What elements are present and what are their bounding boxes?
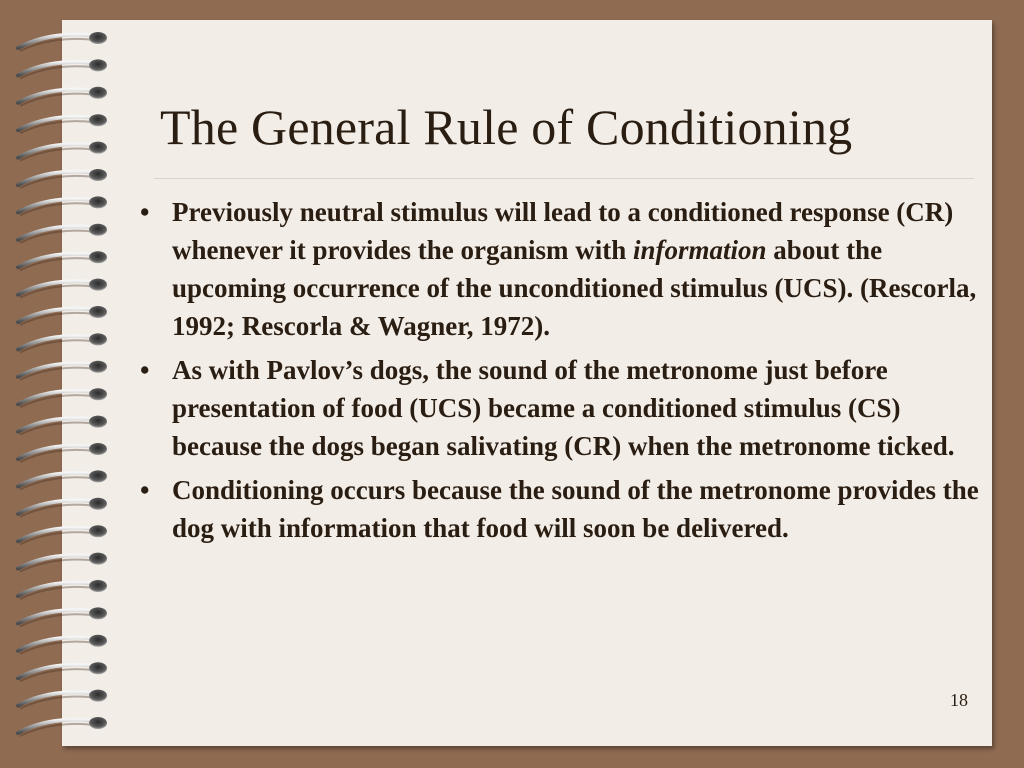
- binding-ring: [18, 498, 107, 517]
- binding-ring: [18, 553, 107, 572]
- binding-ring: [18, 443, 107, 462]
- binding-ring: [18, 388, 107, 407]
- binding-ring: [18, 196, 107, 215]
- binding-ring: [18, 635, 107, 654]
- binding-ring: [18, 607, 107, 626]
- slide-title: The General Rule of Conditioning: [160, 99, 853, 155]
- binding-ring: [18, 87, 107, 106]
- slide-page: [62, 20, 992, 746]
- page-number: 18: [950, 690, 968, 710]
- binding-ring: [18, 525, 107, 544]
- binding-ring: [18, 690, 107, 709]
- binding-ring: [18, 361, 107, 380]
- bullet-item: [132, 351, 982, 465]
- bullet-item: [132, 193, 982, 345]
- binding-ring: [18, 59, 107, 78]
- bullet-text: As with Pavlov’s dogs, the sound of the metronome just before presentation of food (UCS) became a conditioned stimulus (CS) because the dogs began salivating (CR) when the metronome ticked.: [172, 355, 955, 461]
- binding-ring: [18, 114, 107, 133]
- binding-ring: [18, 279, 107, 298]
- binding-ring: [18, 717, 107, 736]
- bullet-text-after: about the upcoming occurrence of the unconditioned stimulus (UCS). (Rescorla, 1992; Rescorla & Wagner, 1972).: [172, 235, 977, 341]
- bullet-text-emphasis: information: [633, 235, 767, 265]
- binding-ring: [18, 251, 107, 270]
- bullet-item: [132, 471, 982, 547]
- bullet-dot: •: [140, 475, 150, 505]
- binding-ring: [18, 416, 107, 435]
- bullet-dot: •: [140, 197, 150, 227]
- spiral-binding-icon: [0, 0, 135, 768]
- title-divider: [154, 178, 974, 179]
- binding-ring: [18, 470, 107, 489]
- bullet-list: [132, 193, 982, 553]
- bullet-text: Conditioning occurs because the sound of the metronome provides the dog with information that food will soon be delivered.: [172, 475, 979, 543]
- binding-ring: [18, 169, 107, 188]
- binding-ring: [18, 580, 107, 599]
- binding-ring: [18, 662, 107, 681]
- bullet-text-before: Previously neutral stimulus will lead to a conditioned response (CR) whenever it provides the organism with: [172, 197, 954, 265]
- binding-ring: [18, 142, 107, 161]
- binding-ring: [18, 32, 107, 51]
- binding-ring: [18, 333, 107, 352]
- bullet-dot: •: [140, 355, 150, 385]
- binding-ring: [18, 224, 107, 243]
- binding-ring: [18, 306, 107, 325]
